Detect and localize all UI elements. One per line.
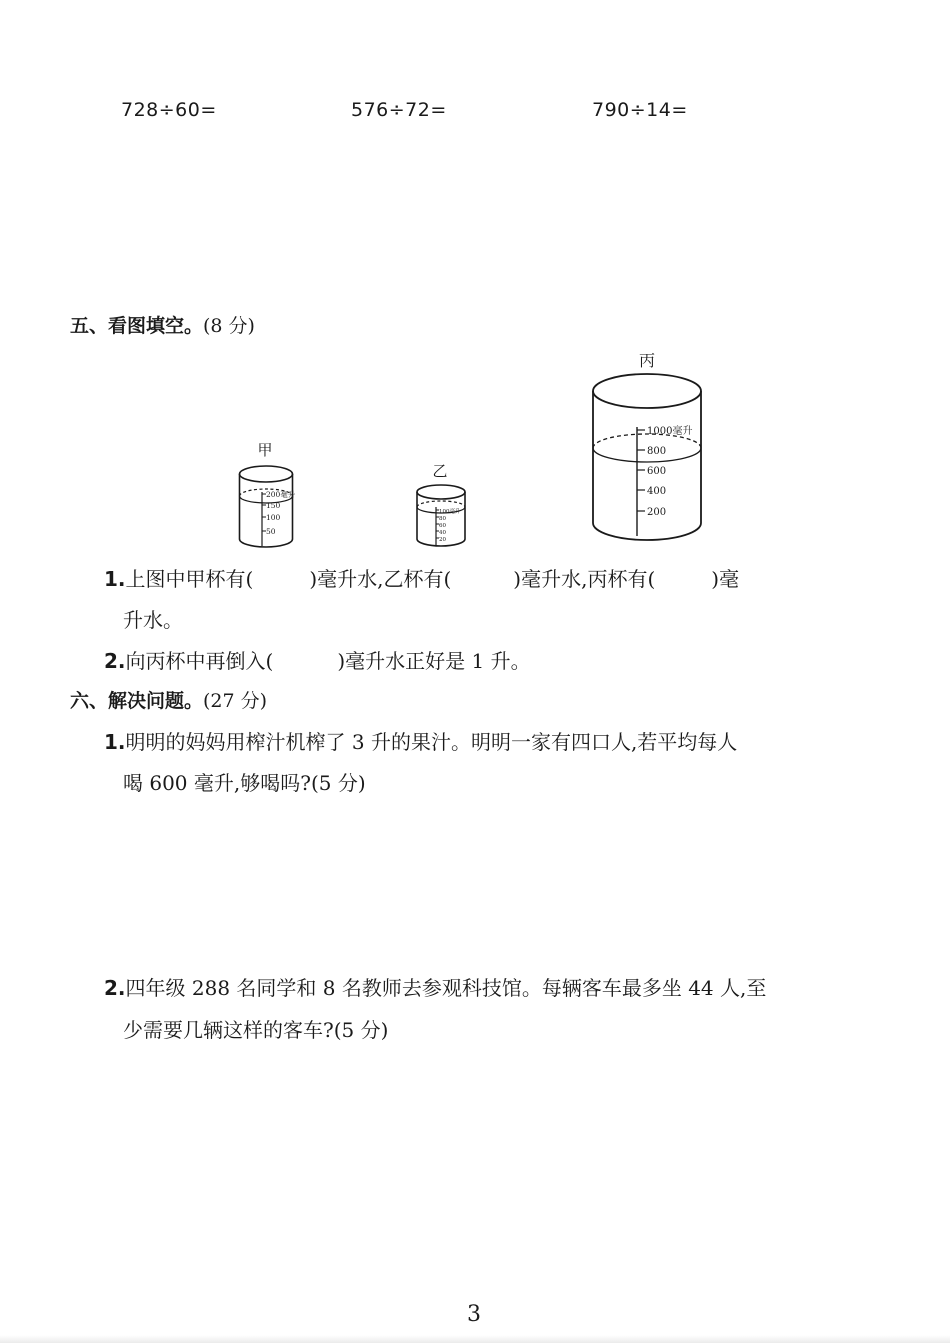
section-6-question-1-line-2: 喝 600 毫升,够喝吗?(5 分): [123, 771, 366, 795]
question-number: 2.: [104, 976, 126, 1000]
cup-yi-label: 乙: [432, 462, 448, 480]
answer-area-s6-q2[interactable]: [123, 1052, 833, 1272]
division-expression-1: 728÷60=: [121, 99, 217, 121]
section-5-question-2: [104, 645, 531, 674]
cup-jia-label: 甲: [257, 441, 273, 459]
section-6-heading: [70, 686, 267, 713]
section-5-points: (8 分): [203, 315, 255, 337]
section-6-points: (27 分): [203, 690, 268, 712]
cup-yi-scale-100: 100毫升: [439, 509, 461, 515]
cup-jia-scale-100: 100: [266, 513, 281, 522]
q1-text-part-1: 上图中甲杯有(: [125, 567, 254, 591]
cup-bing-scale-200: 200: [647, 507, 667, 518]
cup-bing-scale-600: 600: [647, 466, 667, 477]
division-expression-2: 576÷72=: [351, 99, 447, 121]
q2-text-part-1: 向丙杯中再倒入(: [125, 649, 274, 673]
section-5-title: 五、看图填空。: [70, 315, 204, 337]
section-5-question-1-line-2: 升水。: [123, 608, 183, 632]
q1-text-part-3: )毫升水,丙杯有(: [513, 567, 656, 591]
section-6-question-1: [104, 726, 737, 755]
section-6-title: 六、解决问题。: [70, 690, 204, 712]
cup-yi-scale-60: 60: [439, 523, 446, 529]
cup-bing-figure: [585, 345, 715, 545]
cup-yi-scale-40: 40: [439, 530, 446, 536]
page-number: 3: [467, 1302, 481, 1327]
cup-bing-scale-1000: 1000毫升: [647, 426, 693, 437]
cup-yi-scale-20: 20: [439, 537, 446, 543]
cup-jia-figure: [228, 436, 308, 548]
section-5-heading: [70, 311, 255, 338]
question-number: 1.: [104, 730, 126, 754]
cup-yi-figure: [408, 459, 480, 549]
question-number: 1.: [104, 567, 126, 591]
cup-bing-label: 丙: [638, 351, 656, 370]
section-5-question-1: [104, 563, 739, 592]
answer-area-s6-q1[interactable]: [123, 805, 833, 955]
cup-jia-scale-150: 150: [266, 501, 281, 510]
cup-bing-scale-800: 800: [647, 446, 667, 457]
cup-jia-scale-50: 50: [266, 527, 276, 536]
cup-yi-scale-80: 80: [439, 516, 446, 522]
q1-text-part-2: )毫升水,乙杯有(: [309, 567, 452, 591]
question-number: 2.: [104, 649, 126, 673]
cup-bing-scale-400: 400: [647, 486, 667, 497]
cup-jia-scale-200: 200毫升: [266, 490, 296, 499]
s6-q1-line-1: 明明的妈妈用榨汁机榨了 3 升的果汁。明明一家有四口人,若平均每人: [125, 730, 738, 754]
q1-text-part-4: )毫: [711, 567, 740, 591]
section-6-question-2-line-2: 少需要几辆这样的客车?(5 分): [123, 1018, 389, 1042]
s6-q2-line-1: 四年级 288 名同学和 8 名教师去参观科技馆。每辆客车最多坐 44 人,至: [125, 976, 767, 1000]
division-expression-3: 790÷14=: [592, 99, 688, 121]
page-bottom-edge: [0, 1335, 950, 1343]
q2-text-part-2: )毫升水正好是 1 升。: [337, 649, 531, 673]
section-6-question-2: [104, 972, 766, 1001]
